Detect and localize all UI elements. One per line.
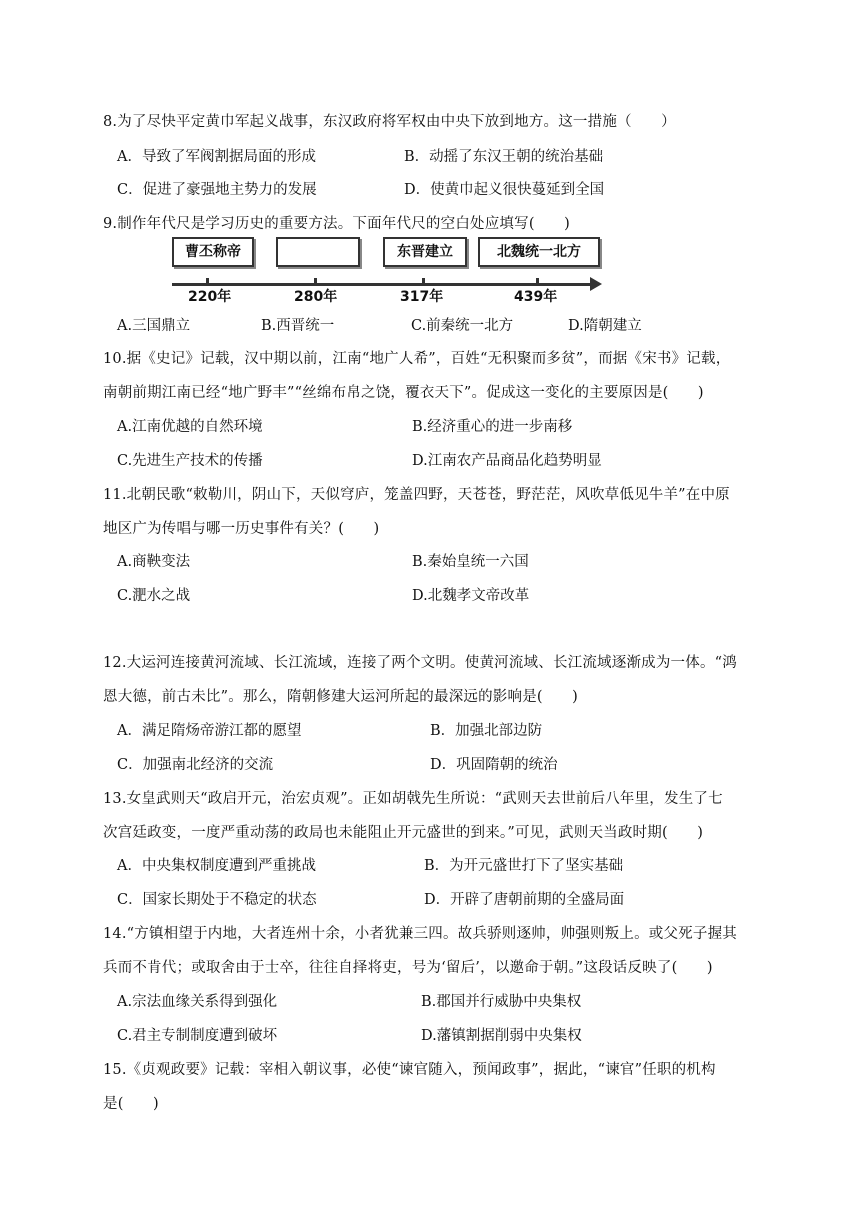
- question-14-option-d: D.藩镇割据削弱中央集权: [421, 1028, 582, 1044]
- question-12-option-b: B．加强北部边防: [430, 723, 543, 739]
- timeline-year-2: 280年: [294, 289, 338, 305]
- timeline-year-3: 317年: [400, 289, 444, 305]
- question-15-stem-line-1: 15.《贞观政要》记载：宰相入朝议事，必使“谏官随入，预闻政事”，据此，“谏官”任职的机构: [103, 1062, 716, 1078]
- question-14-option-b: B.郡国并行威胁中央集权: [421, 994, 582, 1010]
- question-14-stem-line-1: 14.“方镇相望于内地，大者连州十余，小者犹兼三四。故兵骄则逐帅，帅强则叛上。或父死子握其: [103, 926, 737, 942]
- question-8-option-b: B．动摇了东汉王朝的统治基础: [404, 149, 604, 165]
- question-12-stem-line-1: 12.大运河连接黄河流域、长江流域，连接了两个文明。使黄河流域、长江流域逐渐成为一体。“鸿: [103, 655, 737, 671]
- question-9-stem: 9.制作年代尺是学习历史的重要方法。下面年代尺的空白处应填写( ): [103, 216, 570, 232]
- timeline-event-3: 东晋建立: [383, 237, 467, 267]
- question-10-option-b: B.经济重心的进一步南移: [412, 419, 573, 435]
- question-13-stem-line-2: 次宫廷政变，一度严重动荡的政局也未能阻止开元盛世的到来。”可见，武则天当政时期( ): [103, 825, 704, 841]
- question-11-option-b: B.秦始皇统一六国: [412, 554, 529, 570]
- question-11-stem-line-1: 11.北朝民歌“敕勒川，阴山下，天似穹庐，笼盖四野，天苍苍，野茫茫，风吹草低见牛羊”在中原: [103, 487, 730, 503]
- question-12-option-d: D．巩固隋朝的统治: [430, 757, 558, 773]
- question-14-option-c: C.君主专制制度遭到破坏: [117, 1028, 278, 1044]
- timeline-year-4: 439年: [514, 289, 558, 305]
- question-14-option-a: A.宗法血缘关系得到强化: [117, 994, 278, 1010]
- question-8-option-c: C．促进了豪强地主势力的发展: [117, 182, 317, 198]
- question-12-stem-line-2: 恩大德，前古未比”。那么，隋朝修建大运河所起的最深远的影响是( ): [103, 689, 579, 705]
- timeline-event-4: 北魏统一北方: [478, 237, 600, 267]
- question-10-option-c: C.先进生产技术的传播: [117, 453, 263, 469]
- question-11-option-d: D.北魏孝文帝改革: [412, 588, 530, 604]
- question-11-stem-line-2: 地区广为传唱与哪一历史事件有关？( ): [103, 521, 380, 537]
- question-14-stem-line-2: 兵而不肯代；或取舍由于士卒，往往自择将吏，号为‘留后’，以邀命于朝。”这段话反映了( ): [103, 960, 713, 976]
- question-10-option-d: D.江南农产品商品化趋势明显: [412, 453, 602, 469]
- question-8-option-d: D．使黄巾起义很快蔓延到全国: [404, 182, 605, 198]
- timeline-tick: [422, 278, 425, 286]
- question-13-option-c: C．国家长期处于不稳定的状态: [117, 892, 317, 908]
- timeline-tick: [536, 278, 539, 286]
- question-11-option-c: C.淝水之战: [117, 588, 191, 604]
- question-13-option-a: A．中央集权制度遭到严重挑战: [117, 858, 316, 874]
- timeline-figure: [172, 237, 604, 303]
- timeline-tick: [314, 278, 317, 286]
- question-10-option-a: A.江南优越的自然环境: [117, 419, 263, 435]
- question-15-stem-line-2: 是( ): [103, 1096, 159, 1112]
- timeline-arrow-icon: [590, 277, 602, 291]
- question-13-stem-line-1: 13.女皇武则天“政启开元，治宏贞观”。正如胡戟先生所说：“武则天去世前后八年里，发生了七: [103, 791, 723, 807]
- question-13-option-d: D．开辟了唐朝前期的全盛局面: [424, 892, 625, 908]
- question-12-option-c: C．加强南北经济的交流: [117, 757, 274, 773]
- question-8-option-a: A．导致了军阀割据局面的形成: [117, 149, 316, 165]
- timeline-tick: [206, 278, 209, 286]
- question-9-option-c: C.前秦统一北方: [411, 318, 514, 334]
- question-10-stem-line-1: 10.据《史记》记载，汉中期以前，江南“地广人希”，百姓“无积聚而多贫”，而据《宋书》记载，: [103, 351, 731, 367]
- timeline-event-1: 曹丕称帝: [172, 237, 254, 267]
- question-8-stem: 8.为了尽快平定黄巾军起义战事，东汉政府将军权由中央下放到地方。这一措施（ ）: [103, 114, 676, 130]
- question-10-stem-line-2: 南朝前期江南已经“地广野丰”“丝绵布帛之饶，覆衣天下”。促成这一变化的主要原因是( ): [103, 385, 704, 401]
- question-13-option-b: B．为开元盛世打下了坚实基础: [424, 858, 624, 874]
- question-9-option-a: A.三国鼎立: [117, 318, 191, 334]
- question-12-option-a: A．满足隋炀帝游江都的愿望: [117, 723, 302, 739]
- timeline-blank-box: [276, 237, 360, 267]
- question-9-option-d: D.隋朝建立: [568, 318, 642, 334]
- question-11-option-a: A.商鞅变法: [117, 554, 191, 570]
- timeline-year-1: 220年: [188, 289, 232, 305]
- question-9-option-b: B.西晋统一: [261, 318, 335, 334]
